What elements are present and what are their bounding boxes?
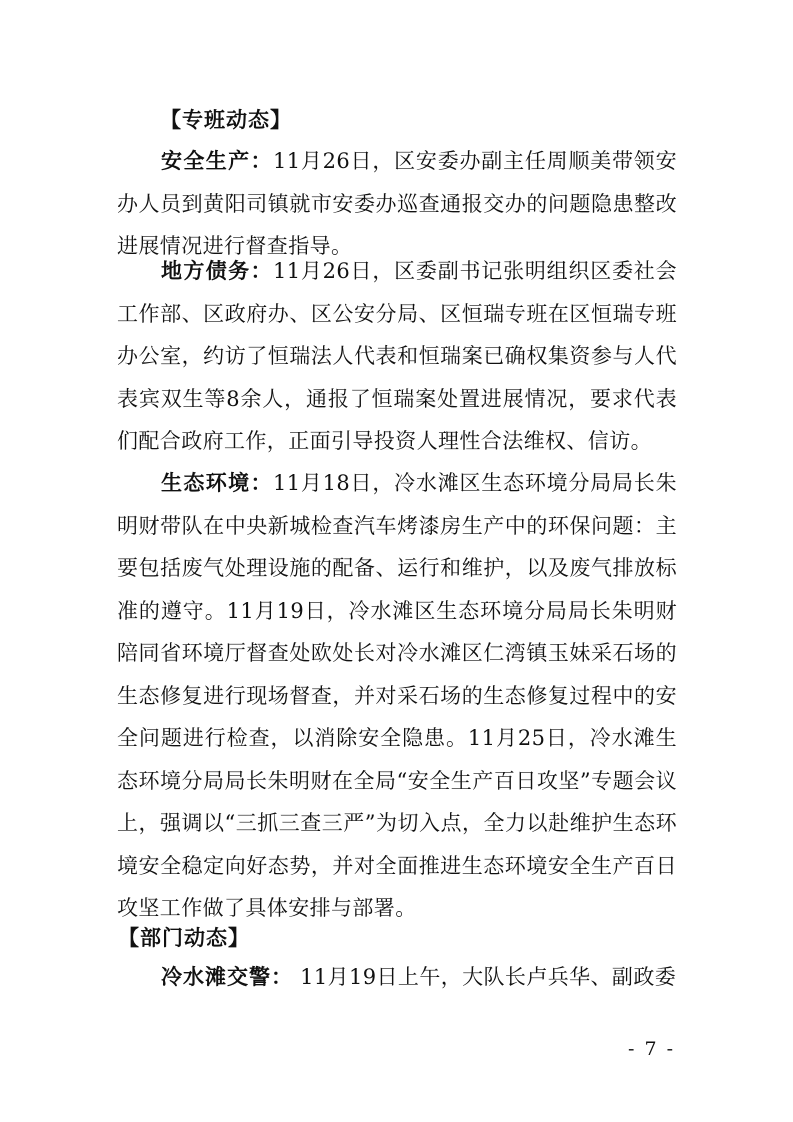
paragraph-ecology <box>117 462 677 930</box>
section-heading-department: 【部门动态】 <box>118 926 250 950</box>
paragraph-text-local-debt: 11月26日，区委副书记张明组织区委社会工作部、区政府办、区公安分局、区恒瑞专班在区恒瑞专班办公室，约访了恒瑞法人代表和恒瑞案已确权集资参与人代表宾双生等8余人，通报了恒瑞案处置进展情况，要求代表们配合政府工作，正面引导投资人理性合法维权、信访。 <box>117 259 677 453</box>
paragraph-text-traffic-police: 11月19日上午，大队长卢兵华、副政委 <box>293 965 677 989</box>
paragraph-label-work-safety: 安全生产： <box>161 149 273 173</box>
page-number: - 7 - <box>627 1038 675 1060</box>
paragraph-text-ecology: 11月18日，冷水滩区生态环境分局局长朱明财带队在中央新城检查汽车烤漆房生产中的环保问题：主要包括废气处理设施的配备、运行和维护，以及废气排放标准的遵守。11月19日，冷水滩区生态环境分局局长朱明财陪同省环境厅督查处欧处长对冷水滩区仁湾镇玉妹采石场的生态修复进行现场督查，并对采石场的生态修复过程中的安全问题进行检查，以消除安全隐患。11月25日，冷水滩生态环境分局局长朱明财在全局“安全生产百日攻坚”专题会议上，强调以“三抓三查三严”为切入点，全力以赴维护生态环境安全稳定向好态势，并对全面推进生态环境安全生产百日攻坚工作做了具体安排与部署。 <box>117 471 677 920</box>
paragraph-work-safety <box>117 140 677 268</box>
paragraph-traffic-police <box>117 956 677 999</box>
paragraph-text-work-safety: 11月26日，区安委办副主任周顺美带领安办人员到黄阳司镇就市安委办巡查通报交办的问题隐患整改进展情况进行督查指导。 <box>117 149 677 258</box>
paragraph-label-ecology: 生态环境： <box>161 471 273 495</box>
paragraph-label-local-debt: 地方债务： <box>161 259 273 283</box>
paragraph-label-traffic-police: 冷水滩交警： <box>161 965 293 989</box>
paragraph-local-debt <box>117 250 677 463</box>
section-heading-special-task: 【专班动态】 <box>160 108 292 132</box>
